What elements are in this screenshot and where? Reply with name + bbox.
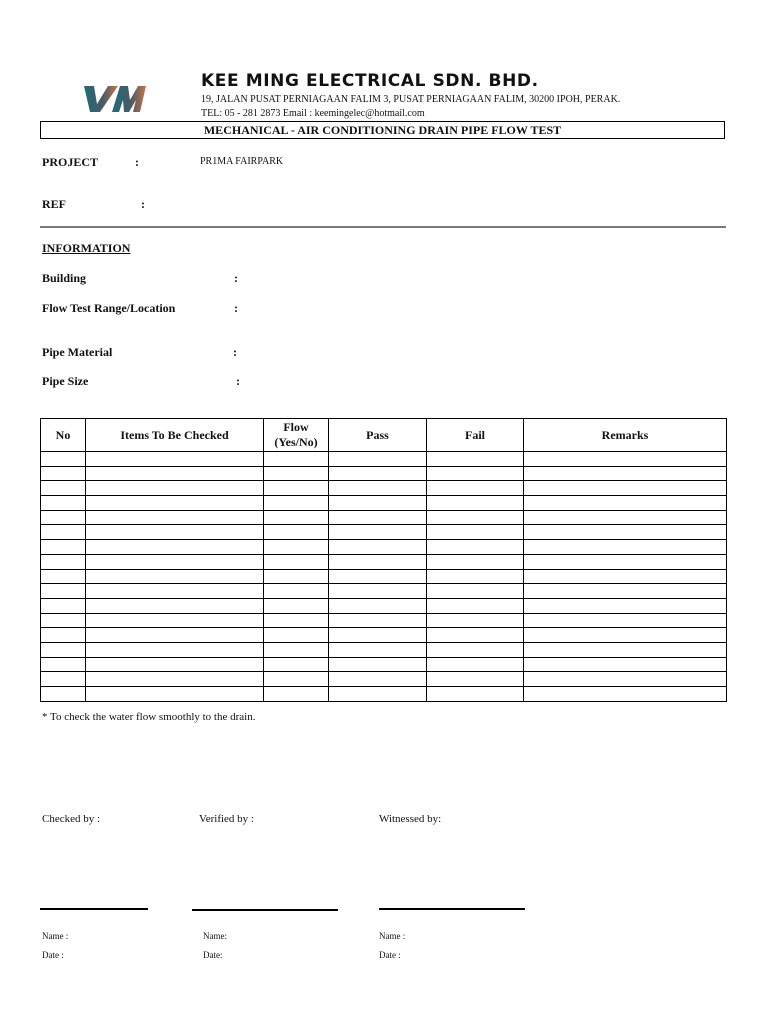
table-cell[interactable] xyxy=(524,569,727,584)
checked-by-label: Checked by : xyxy=(42,813,101,825)
form-title: MECHANICAL - AIR CONDITIONING DRAIN PIPE FLOW TEST xyxy=(40,121,725,139)
table-cell[interactable] xyxy=(264,554,329,569)
table-cell[interactable] xyxy=(427,496,524,511)
header-items: Items To Be Checked xyxy=(86,419,264,452)
table-cell[interactable] xyxy=(524,466,727,481)
table-cell[interactable] xyxy=(427,569,524,584)
table-row xyxy=(41,613,727,628)
table-cell[interactable] xyxy=(86,657,264,672)
company-contact: TEL: 05 - 281 2873 Email : keemingelec@hotmail.com xyxy=(201,108,425,119)
header-flow: Flow (Yes/No) xyxy=(264,419,329,452)
verified-date-label: Date: xyxy=(203,950,223,960)
table-cell[interactable] xyxy=(329,466,427,481)
table-cell[interactable] xyxy=(329,496,427,511)
table-cell[interactable] xyxy=(427,598,524,613)
table-cell[interactable] xyxy=(41,452,86,467)
table-cell[interactable] xyxy=(264,628,329,643)
section-divider xyxy=(40,226,726,228)
table-cell[interactable] xyxy=(524,481,727,496)
pipe-material-colon: : xyxy=(233,345,237,359)
table-cell[interactable] xyxy=(41,554,86,569)
table-cell[interactable] xyxy=(329,613,427,628)
table-cell[interactable] xyxy=(41,687,86,702)
table-row xyxy=(41,481,727,496)
company-name: KEE MING ELECTRICAL SDN. BHD. xyxy=(201,71,539,91)
table-row xyxy=(41,452,727,467)
checklist-table xyxy=(40,418,727,702)
table-cell[interactable] xyxy=(329,598,427,613)
table-cell[interactable] xyxy=(524,510,727,525)
table-cell[interactable] xyxy=(41,481,86,496)
header-fail: Fail xyxy=(427,419,524,452)
table-cell[interactable] xyxy=(86,569,264,584)
table-cell[interactable] xyxy=(524,642,727,657)
table-cell[interactable] xyxy=(524,496,727,511)
checked-name-label: Name : xyxy=(42,931,69,941)
ref-label: REF xyxy=(42,197,66,211)
table-cell[interactable] xyxy=(427,672,524,687)
table-row xyxy=(41,687,727,702)
pipe-size-label: Pipe Size xyxy=(42,374,89,388)
table-cell[interactable] xyxy=(329,481,427,496)
table-cell[interactable] xyxy=(264,687,329,702)
table-row xyxy=(41,598,727,613)
witnessed-by-label: Witnessed by: xyxy=(379,813,442,825)
table-cell[interactable] xyxy=(427,584,524,599)
company-address: 19, JALAN PUSAT PERNIAGAAN FALIM 3, PUSAT PERNIAGAAN FALIM, 30200 IPOH, PERAK. xyxy=(201,94,621,105)
pipe-material-label: Pipe Material xyxy=(42,345,113,359)
table-cell[interactable] xyxy=(86,452,264,467)
table-cell[interactable] xyxy=(264,452,329,467)
table-cell[interactable] xyxy=(329,554,427,569)
table-cell[interactable] xyxy=(41,672,86,687)
table-cell[interactable] xyxy=(41,540,86,555)
table-row xyxy=(41,672,727,687)
witnessed-signature-line xyxy=(379,908,525,910)
header-pass: Pass xyxy=(329,419,427,452)
table-cell[interactable] xyxy=(86,584,264,599)
table-cell[interactable] xyxy=(427,466,524,481)
table-cell[interactable] xyxy=(41,584,86,599)
table-cell[interactable] xyxy=(329,540,427,555)
table-cell[interactable] xyxy=(427,452,524,467)
table-cell[interactable] xyxy=(427,657,524,672)
table-cell[interactable] xyxy=(427,687,524,702)
pipe-size-colon: : xyxy=(236,374,240,388)
table-cell[interactable] xyxy=(41,525,86,540)
table-row xyxy=(41,657,727,672)
table-cell[interactable] xyxy=(329,452,427,467)
table-cell[interactable] xyxy=(427,481,524,496)
building-label: Building xyxy=(42,271,87,285)
table-cell[interactable] xyxy=(427,540,524,555)
flow-test-range-colon: : xyxy=(234,301,238,315)
table-row xyxy=(41,510,727,525)
table-cell[interactable] xyxy=(524,584,727,599)
table-row xyxy=(41,496,727,511)
header-remarks: Remarks xyxy=(524,419,727,452)
project-label: PROJECT xyxy=(42,155,99,169)
footnote: * To check the water flow smoothly to the drain. xyxy=(42,711,256,723)
table-cell[interactable] xyxy=(264,540,329,555)
witnessed-date-label: Date : xyxy=(379,950,401,960)
table-cell[interactable] xyxy=(427,525,524,540)
table-body xyxy=(41,452,727,702)
table-cell[interactable] xyxy=(86,466,264,481)
table-cell[interactable] xyxy=(264,481,329,496)
table-cell[interactable] xyxy=(329,657,427,672)
table-cell[interactable] xyxy=(86,554,264,569)
table-cell[interactable] xyxy=(329,672,427,687)
header-no: No xyxy=(41,419,86,452)
table-cell[interactable] xyxy=(41,657,86,672)
table-cell[interactable] xyxy=(524,554,727,569)
table-cell[interactable] xyxy=(427,642,524,657)
table-cell[interactable] xyxy=(427,510,524,525)
building-colon: : xyxy=(234,271,238,285)
table-cell[interactable] xyxy=(86,525,264,540)
table-row xyxy=(41,628,727,643)
verified-name-label: Name: xyxy=(203,931,227,941)
table-cell[interactable] xyxy=(329,628,427,643)
table-header-row xyxy=(41,419,727,452)
table-cell[interactable] xyxy=(524,657,727,672)
table-row xyxy=(41,540,727,555)
table-cell[interactable] xyxy=(41,598,86,613)
table-cell[interactable] xyxy=(86,613,264,628)
flow-test-range-label: Flow Test Range/Location xyxy=(42,301,176,315)
table-cell[interactable] xyxy=(86,540,264,555)
table-cell[interactable] xyxy=(264,598,329,613)
table-cell[interactable] xyxy=(264,569,329,584)
table-cell[interactable] xyxy=(41,510,86,525)
project-colon: : xyxy=(135,155,139,169)
table-cell[interactable] xyxy=(264,672,329,687)
table-cell[interactable] xyxy=(41,613,86,628)
table-cell[interactable] xyxy=(41,642,86,657)
table-cell[interactable] xyxy=(264,525,329,540)
witnessed-name-label: Name : xyxy=(379,931,406,941)
km-logo-icon xyxy=(82,80,148,116)
table-cell[interactable] xyxy=(329,569,427,584)
table-cell[interactable] xyxy=(41,628,86,643)
table-row xyxy=(41,525,727,540)
ref-colon: : xyxy=(141,197,145,211)
table-cell[interactable] xyxy=(264,584,329,599)
table-row xyxy=(41,466,727,481)
checked-signature-line xyxy=(40,908,148,910)
table-row xyxy=(41,642,727,657)
table-cell[interactable] xyxy=(524,613,727,628)
table-cell[interactable] xyxy=(264,466,329,481)
table-cell[interactable] xyxy=(329,642,427,657)
table-cell[interactable] xyxy=(86,672,264,687)
table-cell[interactable] xyxy=(41,466,86,481)
table-row xyxy=(41,554,727,569)
table-row xyxy=(41,584,727,599)
table-cell[interactable] xyxy=(41,569,86,584)
checked-date-label: Date : xyxy=(42,950,64,960)
table-cell[interactable] xyxy=(264,642,329,657)
table-cell[interactable] xyxy=(524,598,727,613)
table-cell[interactable] xyxy=(86,496,264,511)
project-value: PR1MA FAIRPARK xyxy=(200,156,284,167)
table-cell[interactable] xyxy=(264,613,329,628)
table-cell[interactable] xyxy=(86,510,264,525)
table-cell[interactable] xyxy=(329,584,427,599)
information-heading: INFORMATION xyxy=(42,241,131,255)
table-cell[interactable] xyxy=(524,687,727,702)
table-cell[interactable] xyxy=(329,510,427,525)
table-cell[interactable] xyxy=(524,628,727,643)
table-cell[interactable] xyxy=(524,672,727,687)
table-cell[interactable] xyxy=(427,554,524,569)
table-cell[interactable] xyxy=(264,496,329,511)
verified-signature-line xyxy=(192,909,338,911)
table-cell[interactable] xyxy=(264,510,329,525)
table-cell[interactable] xyxy=(524,540,727,555)
verified-by-label: Verified by : xyxy=(199,813,254,825)
table-cell[interactable] xyxy=(524,452,727,467)
table-cell[interactable] xyxy=(427,628,524,643)
table-cell[interactable] xyxy=(86,687,264,702)
table-row xyxy=(41,569,727,584)
table-cell[interactable] xyxy=(41,496,86,511)
table-cell[interactable] xyxy=(86,481,264,496)
table-cell[interactable] xyxy=(264,657,329,672)
table-cell[interactable] xyxy=(524,525,727,540)
table-cell[interactable] xyxy=(86,642,264,657)
table-cell[interactable] xyxy=(86,598,264,613)
table-cell[interactable] xyxy=(427,613,524,628)
table-cell[interactable] xyxy=(329,687,427,702)
table-cell[interactable] xyxy=(86,628,264,643)
table-cell[interactable] xyxy=(329,525,427,540)
